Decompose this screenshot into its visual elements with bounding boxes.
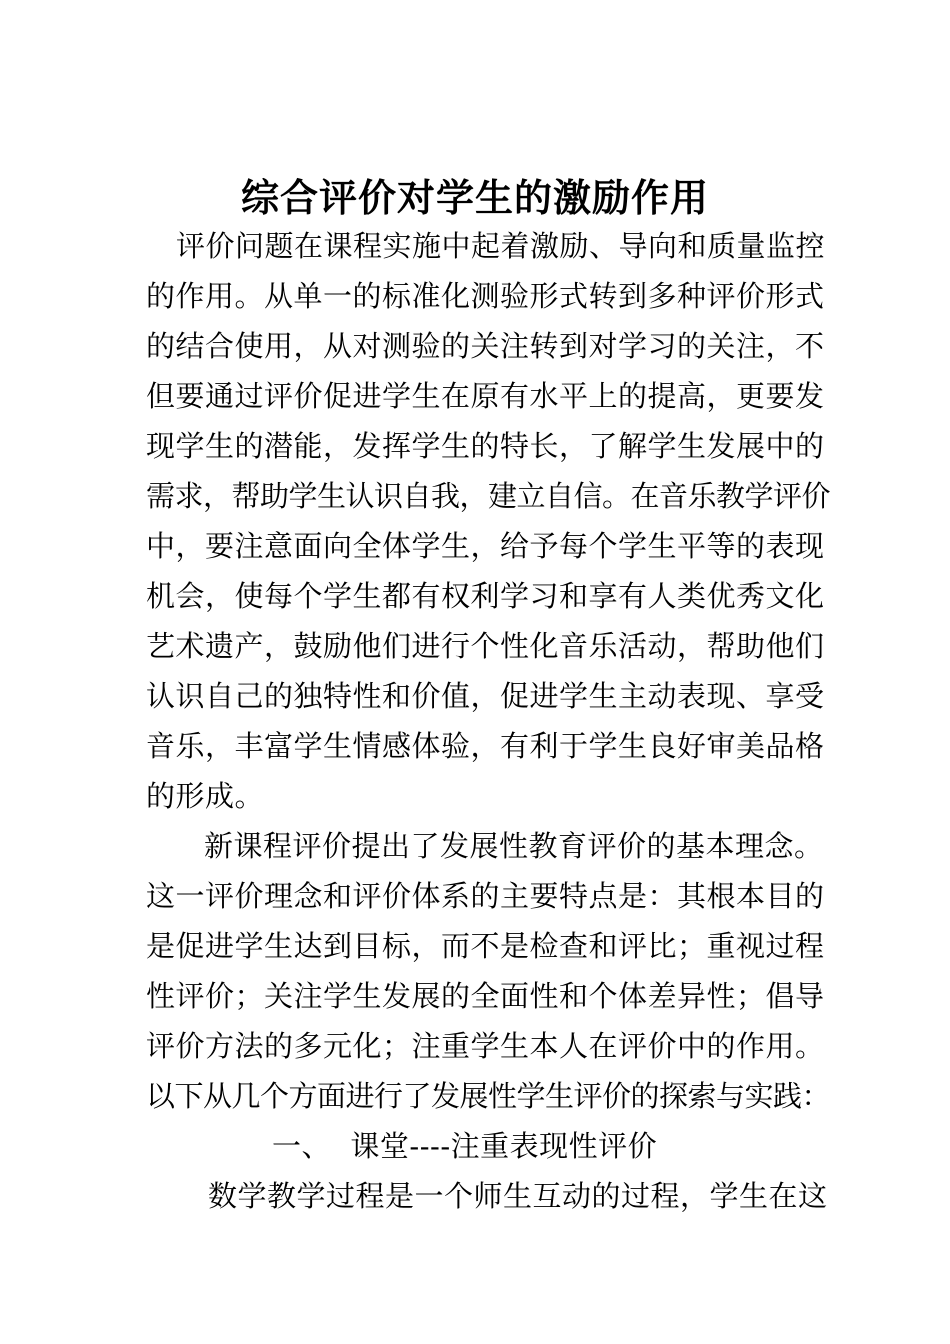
paragraph-line: 机会，使每个学生都有权利学习和享有人类优秀文化 [146,579,825,613]
paragraph-line: 中，要注意面向全体学生，给予每个学生平等的表现 [146,529,825,563]
paragraph-line: 的结合使用，从对测验的关注转到对学习的关注，不 [146,329,825,363]
paragraph-line: 是促进学生达到目标，而不是检查和评比；重视过程 [146,929,825,963]
paragraph-line: 艺术遗产，鼓励他们进行个性化音乐活动，帮助他们 [146,629,825,663]
paragraph-line: 现学生的潜能，发挥学生的特长，了解学生发展中的 [146,429,825,463]
paragraph-line: 的形成。 [146,779,265,813]
paragraph-line: 需求，帮助学生认识自我，建立自信。在音乐教学评价 [146,479,831,513]
paragraph-line: 评价问题在课程实施中起着激励、导向和质量监控 [176,229,826,263]
section-heading: 一、 课堂----注重表现性评价 [272,1129,658,1163]
document-title: 综合评价对学生的激励作用 [240,175,709,220]
paragraph-line: 数学教学过程是一个师生互动的过程，学生在这 [208,1179,828,1213]
paragraph-line: 评价方法的多元化；注重学生本人在评价中的作用。 [146,1029,825,1063]
paragraph-line: 以下从几个方面进行了发展性学生评价的探索与实践： [146,1079,831,1113]
paragraph-line: 这一评价理念和评价体系的主要特点是：其根本目的 [146,879,825,913]
paragraph-line: 认识自己的独特性和价值，促进学生主动表现、享受 [146,679,825,713]
paragraph-line: 新课程评价提出了发展性教育评价的基本理念。 [204,829,824,863]
paragraph-line: 但要通过评价促进学生在原有水平上的提高，更要发 [146,379,825,413]
paragraph-line: 音乐，丰富学生情感体验，有利于学生良好审美品格 [146,729,825,763]
paragraph-line: 性评价；关注学生发展的全面性和个体差异性；倡导 [146,979,825,1013]
paragraph-line: 的作用。从单一的标准化测验形式转到多种评价形式 [146,279,825,313]
